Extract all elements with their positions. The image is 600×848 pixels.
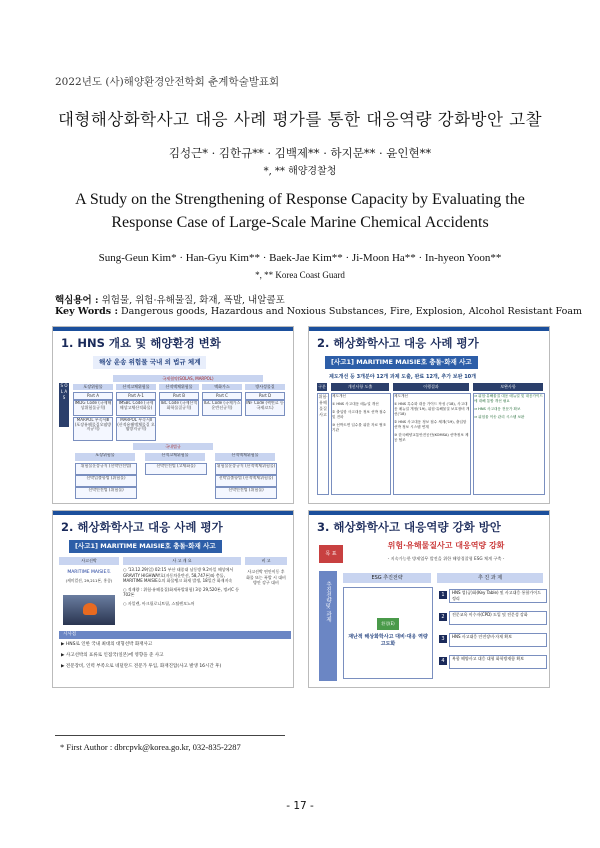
domestic-law-box: 산적고체위험물 [145,453,205,461]
improvement-item: ② 출입항 사고대응 정보 선박 접수 및 전파 [332,410,387,419]
code-box: IBC Code (국제산적화학물질규칙) [159,400,199,416]
code-box: IGC Code (국제가스운반선규칙) [202,400,242,416]
marpol-box: MARPOL 부속서Ⅲ (포장유해물질오염방지규칙) [73,417,113,441]
title-en-line-1: A Study on the Strengthening of Response Capacity by Evaluating the [75,191,525,208]
code-box: IMDG Code (국제해상위험물규칙) [73,400,113,416]
keywords-english [55,306,582,317]
ship-name: MARITIME MAISIE호 [67,570,111,575]
improvement-item: ① HNS 사고대응 매뉴얼 개선 [332,402,379,406]
esg-strategy-text: 재난적 해상화학사고 대비·대응 역량 고도화 [348,634,428,647]
marpol-box: MARPOL 부속서Ⅱ (산적유해액체물질 오염방지규칙) [116,417,156,441]
domestic-law-box: 선박안전법 (고체화물) [145,463,207,475]
accident-note: 사고선박 연안이동 후 화물 또는 폭발 시 대비 방안 강구 대비 [246,569,286,585]
table-column-header: 보완사항 [473,383,543,391]
supplement-item: ⇒ 위험물 이송 관리 시스템 보완 [474,415,525,419]
page-number: - 17 - [286,800,314,812]
intl-conventions: 국제협약(SOLAS, MARPOL) [113,375,263,382]
implementation-results [393,393,471,495]
ship-fire-photo [63,595,115,625]
improvement-item: ③ 선박도면 입수를 위한 자료 협조 기관 [332,423,387,432]
slide-ribbon: 해상 운송 위험물 국내 외 법규 체계 [93,356,206,369]
authors-korean: 김성근* · 김한규** · 김백제** · 하지문** · 윤인현** [168,146,432,160]
title-en-line-2: Response Case of Large-Scale Marine Chemical Accidents [111,214,489,231]
table-column-header: 개선사항 도출 [331,383,389,391]
domestic-laws: 국내법규 [133,443,213,450]
cargo-category: 액화가스 [202,384,242,390]
supplementary-items [473,393,545,495]
paper-title-english [40,188,560,234]
paper-title-korean: 대형해상화학사고 대응 사례 평가를 통한 대응역량 강화방안 고찰 [57,110,543,129]
keywords-english-text: Dangerous goods, Hazardous and Noxious Substances, Fire, Explosion, Alcohol Resistant Foam [121,306,583,317]
cargo-category: 방사성물질 [245,384,285,390]
slide-case-evaluation-2 [52,510,294,688]
improvement-item: 제도개선 [332,394,346,398]
implication-item: ▶ HNS로 인한 국내 최대의 대형선박 화재사고 [61,642,153,647]
code-box: IMSBC Code (국제해상고체산적화물) [116,400,156,416]
esg-strategy-header: ESG 추진전략 [343,573,431,583]
implication-item: ▶ 전문장비, 인력 부족으로 네덜란드 전문가 투입, 화재진압(사고 발생 16시간 후) [61,664,222,669]
slide-ribbon: [사고1] MARITIME MAISIE호 충돌·화재 사고 [69,540,222,553]
affiliation-korean: *, ** 해양경찰청 [263,166,337,177]
slide-case-evaluation-1 [308,326,550,504]
slide-title: 2. 해상화학사고 대응 사례 평가 [61,520,223,534]
implications-list [61,641,287,685]
task-number: 2 [439,613,447,621]
ship-info: (케미컬선, 29,211톤, 홍콩) [65,578,113,583]
improvement-summary: 제도개선 등 3개분야 12개 과제 도출, 완료 12개, 추가 보완 10개 [329,374,476,380]
slide-title: 1. HNS 개요 및 해양환경 변화 [61,336,221,350]
slide-top-bar [309,327,549,331]
table-column-header: 구분 [318,384,326,389]
tasks-header: 추 진 과 제 [437,573,543,583]
domestic-law-box: 위험물운송규칙 (산적액체위험물) [215,463,277,475]
footnote-divider [55,735,285,736]
improvement-items [331,393,391,495]
domestic-law-box: 선박안전법 (위험물) [215,487,277,499]
result-item: 제도개선 [394,394,408,398]
task-item: 전문교육 이수자(CPD) 도입 및 전문성 강화 [449,611,547,625]
slide-top-bar [53,327,293,331]
cargo-category: 산적고체위험물 [116,384,156,390]
summary-item: ○ 적재량 : 위험·유해물질(화재폭발위험) 3종 29,520톤, 벙커C 등 702톤 [123,586,240,597]
col-note: 비 고 [245,557,287,565]
summary-item: ○ 자일렌, 아크릴로니트릴, 스틸렌모노머 [123,600,195,606]
imdg-part: Part A [73,392,113,400]
keywords-korean-text: 위험물, 위험·유해물질, 화재, 폭발, 내알콜포 [101,295,285,306]
side-label-2: 및 [325,604,331,610]
summary-item: ○ '13.12.29(일) 02:15 부산 태종대 남동방 9.2마일 해상에서 GRAVITY HIGHWAY호(자동차운반선, 58,747톤)와 충돌, MARITIME MAISIE호의 화물탱크 화재 발생, 18일간 화재지속 [123,567,234,583]
cargo-category: 포장위험물 [73,384,113,390]
task-item: HNS 사고대응 안전장비·자재 확보 [449,633,547,647]
slide-title: 2. 해상화학사고 대응 사례 평가 [317,336,479,350]
esg-strategy-box [343,587,433,679]
domestic-law-box: 위험물운송규칙 (선박안전법) [75,463,137,475]
code-box: INF Code (핵연료 등국제코드) [245,400,285,416]
imdg-part: Part A-1 [116,392,156,400]
slide-hns-overview [52,326,294,504]
result-item: ③ 한국해양교통안전공단(KOMSA) 선박정보 제공 협조 [394,433,469,442]
implications-header: 시사점 [59,631,291,639]
keywords-korean [55,292,285,306]
task-number: 4 [439,657,447,665]
table-column-header: 이행결과 [393,383,469,391]
implication-item: ▶ 사고선박의 표류로 인접국(일본)에 영향을 준 사고 [61,653,164,658]
category-side-label: 위험·유해물질 사고 [317,393,329,495]
accident-summary [123,567,241,627]
authors-english: Sung-Geun Kim* · Han-Gyu Kim** · Baek-Jae Kim** · Ji-Moon Ha** · In-hyeon Yoon** [98,252,502,264]
supplement-item: ⇒ HNS 사고대응 전문가 확보 [474,407,521,411]
result-item: ② HNS 사고대응 정보 접수 체계('19), 출입항 선박 정보 시스템 연계 [394,420,467,429]
imdg-part: Part B [159,392,199,400]
domestic-law-box: 선박입출항법 (위험물) [75,475,137,487]
keywords-english-label: Key Words : [55,306,118,317]
intl-side-label: S O L A S [59,383,69,427]
task-item: 복합 해양사고 대응 대형 화학방재함 확보 [449,655,547,669]
domestic-law-box: 포장위험물 [75,453,135,461]
col-ship: 사고선박 [59,557,119,565]
strategy-side-label [319,571,337,681]
imdg-part: Part C [202,392,242,400]
cargo-category: 산적액체위험물 [159,384,199,390]
conference-header: 2022년도 (사)해양환경안전학회 춘계학술발표회 [55,76,280,88]
domestic-law-box: 선박입출항법 (산적액체위험물) [215,475,277,487]
affiliation-english: *, ** Korea Coast Guard [255,270,345,280]
slide-top-bar [309,511,549,515]
footnote: * First Author : dbrcpvk@korea.go.kr, 032-835-2287 [60,742,241,752]
task-number: 1 [439,591,447,599]
side-label-1: 추진전략 [325,581,331,603]
esg-badge: 환경(E) [377,618,399,630]
supplement-item: ⇒ 위험·유해물질 대응 매뉴얼 및 대응가이드에 대해 통합 개선 필요 [474,394,543,403]
domestic-law-box: 선박안전법 (위험물) [75,487,137,499]
slide-top-bar [53,511,293,515]
slide-strengthening-plan [308,510,550,688]
slide-title: 3. 해상화학사고 대응역량 강화 방안 [317,520,501,534]
result-item: ① HNS 특수화 대응 가이드 작성 ('18), 사고대응 매뉴얼 개정('19), 위험·유해물질 보호장비 개선('18) [394,402,470,416]
task-item: HNS 업(공)화(Key Table) 및 사고대응 통합가이드 정리 [449,589,547,603]
task-number: 3 [439,635,447,643]
keywords-korean-label: 핵심용어 : [55,295,99,306]
domestic-law-box: 산적액체위험물 [215,453,275,461]
col-summary: 사 고 개 요 [123,557,241,565]
imdg-part: Part D [245,392,285,400]
goal-label: 목 표 [319,545,343,563]
goal-subtitle: - 지속가능한 방제업무 발전을 위한 해양경찰형 ESG 체계 구축 - [387,556,505,561]
slide-ribbon: [사고1] MARITIME MAISIE호 충돌·화재 사고 [325,356,478,369]
goal-text: 위험·유해물질사고 대응역량 강화 [387,541,505,550]
side-label-3: 과제 [325,611,331,622]
